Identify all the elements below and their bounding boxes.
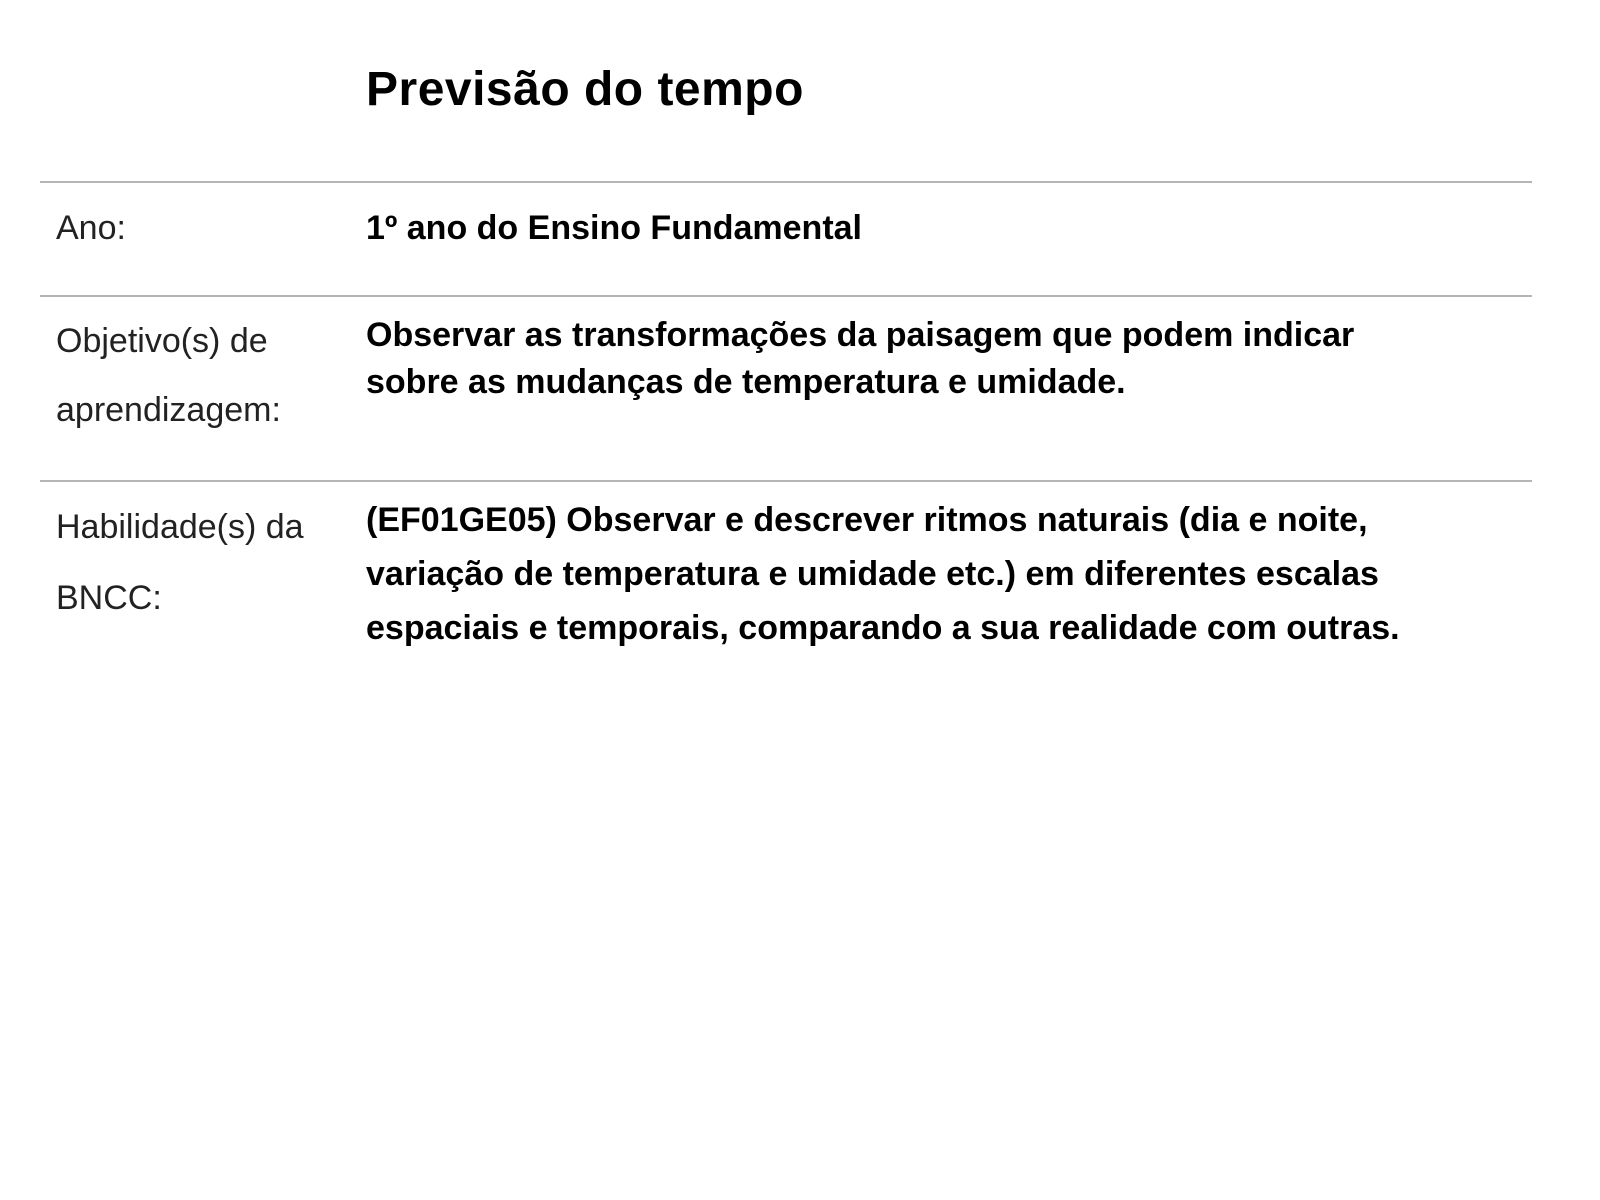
row-value-objetivos: Observar as transformações da paisagem que podem indicar sobre as mudanças de temperatura e umidade.	[366, 316, 1355, 401]
row-label-habilidades: Habilidade(s) da BNCC:	[56, 508, 304, 617]
row-value-habilidades: (EF01GE05) Observar e descrever ritmos naturais (dia e noite, variação de temperatura e umidade etc.) em diferentes escalas espaciais e temporais, comparando a sua realidade com outras.	[366, 501, 1400, 647]
row-label-objetivos: Objetivo(s) de aprendizagem:	[56, 322, 281, 429]
divider	[40, 181, 1532, 183]
divider	[40, 480, 1532, 482]
row-value-ano: 1º ano do Ensino Fundamental	[366, 209, 863, 247]
page-title: Previsão do tempo	[366, 63, 804, 116]
row-label-ano: Ano:	[56, 209, 126, 247]
divider	[40, 295, 1532, 297]
